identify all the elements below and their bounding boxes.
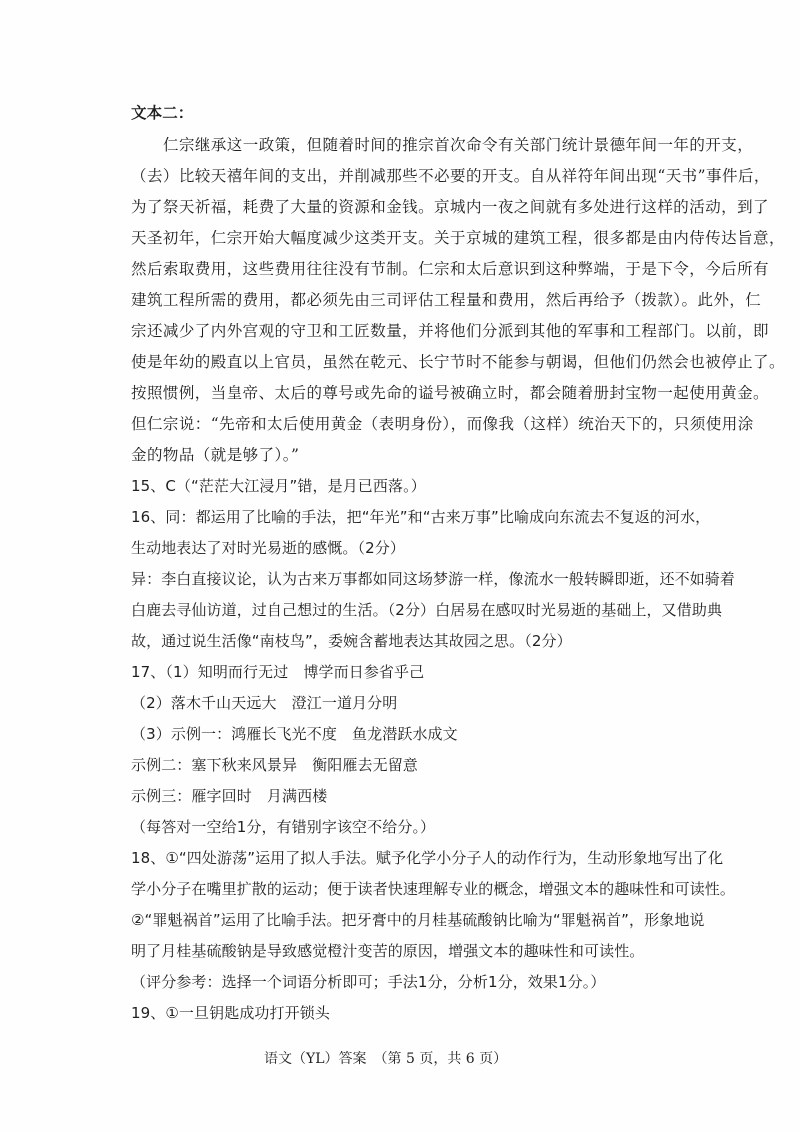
answer-line-15: 15、C（“茫茫大江浸月”错，是月已西落。） xyxy=(131,477,426,495)
passage-line: 为了祭天祈福，耗费了大量的资源和金钱。京城内一夜之间就有多处进行这样的活动，到了 xyxy=(131,198,770,216)
answer-line: （评分参考：选择一个词语分析即可；手法1分，分析1分，效果1分。） xyxy=(131,973,606,991)
passage-line: （去）比较天禧年间的支出，并削减那些不必要的开支。自从祥符年间出现“天书”事件后， xyxy=(131,167,770,185)
page-footer: 语文（YL）答案 （第 5 页，共 6 页） xyxy=(264,1051,508,1067)
answer-line: ②“罪魁祸首”运用了比喻手法。把牙膏中的月桂基硫酸钠比喻为“罪魁祸首”，形象地说 xyxy=(131,911,705,929)
answer-line: 生动地表达了对时光易逝的感慨。（2分） xyxy=(131,539,405,557)
answer-line: 白鹿去寻仙访道，过自己想过的生活。（2分）白居易在感叹时光易逝的基础上，又借助典 xyxy=(131,601,723,619)
answer-line: 学小分子在嘴里扩散的运动；便于读者快速理解专业的概念，增强文本的趣味性和可读性。 xyxy=(131,880,736,898)
passage-line: 但仁宗说：“先帝和太后使用黄金（表明身份），而像我（这样）统治天下的，只须使用涂 xyxy=(131,415,754,433)
passage-line: 仁宗继承这一政策，但随着时间的推宗首次命令有关部门统计景德年间一年的开支， xyxy=(163,136,754,154)
answer-line-16: 16、同：都运用了比喻的手法，把“年光”和“古来万事”比喻成向东流去不复返的河水， xyxy=(131,508,711,526)
passage-line: 使是年幼的殿直以上官员，虽然在乾元、长宁节时不能参与朝谒，但他们仍然会也被停止了。 xyxy=(131,353,785,371)
section-heading: 文本二： xyxy=(131,103,194,122)
answer-line: 故，通过说生活像“南枝鸟”，委婉含蓄地表达其故园之思。（2分） xyxy=(131,632,572,650)
answer-line: （每答对一空给1分，有错别字该空不给分。） xyxy=(131,818,436,836)
answer-line: 明了月桂基硫酸钠是导致感觉橙汁变苦的原因，增强文本的趣味性和可读性。 xyxy=(131,942,645,960)
passage-line: 天圣初年，仁宗开始大幅度减少这类开支。关于京城的建筑工程，很多都是由内侍传达旨意， xyxy=(131,229,785,247)
answer-line: 示例三：雁字回时 月满西楼 xyxy=(131,787,328,805)
passage-line: 建筑工程所需的费用，都必须先由三司评估工程量和费用，然后再给予（拨款）。此外，仁 xyxy=(131,291,762,309)
passage-line: 然后索取费用，这些费用往往没有节制。仁宗和太后意识到这种弊端，于是下令，今后所有 xyxy=(131,260,770,278)
answer-line-18: 18、①“四处游荡”运用了拟人手法。赋予化学小分子人的动作行为，生动形象地写出了化 xyxy=(131,849,724,867)
answer-line: （3）示例一：鸿雁长飞光不度 鱼龙潜跃水成文 xyxy=(131,725,458,743)
answer-line: 示例二：塞下秋来风景异 衡阳雁去无留意 xyxy=(131,756,418,774)
answer-line: （2）落木千山天远大 澄江一道月分明 xyxy=(131,694,398,712)
answer-line-19: 19、①一旦钥匙成功打开锁头 xyxy=(131,1004,330,1022)
passage-line: 按照惯例，当皇帝、太后的尊号或先命的谥号被确立时，都会随着册封宝物一起使用黄金。 xyxy=(131,384,770,402)
passage-line: 金的物品（就是够了）。” xyxy=(131,446,300,464)
answer-line: 异：李白直接议论，认为古来万事都如同这场梦游一样，像流水一般转瞬即逝，还不如骑着 xyxy=(131,570,736,588)
answer-line-17: 17、（1）知明而行无过 博学而日参省乎己 xyxy=(131,663,425,681)
passage-line: 宗还减少了内外宫观的守卫和工匠数量，并将他们分派到其他的军事和工程部门。以前，即 xyxy=(131,322,770,340)
